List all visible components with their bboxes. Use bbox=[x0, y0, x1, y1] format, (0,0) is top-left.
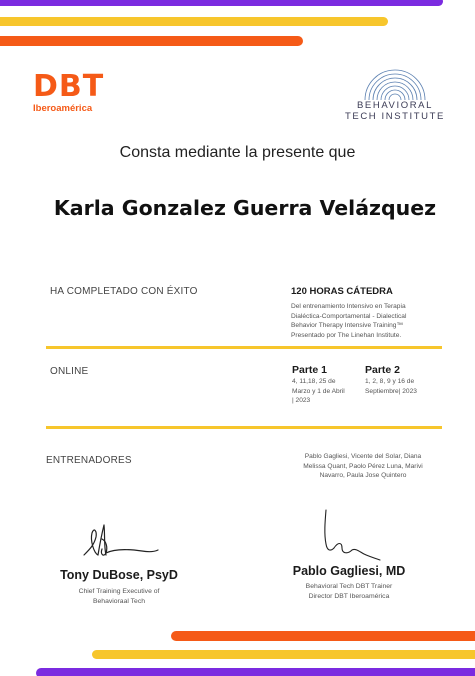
trainers-names-line: Pablo Gagliesi, Vicente del Solar, Diana bbox=[304, 453, 422, 460]
right-signatory-role bbox=[278, 582, 420, 602]
bottom-yellow-stripe bbox=[92, 650, 475, 659]
program-description-line: Del entrenamiento Intensivo en Terapia bbox=[291, 303, 406, 310]
top-orange-stripe bbox=[0, 36, 303, 46]
section-divider bbox=[46, 346, 442, 349]
program-description-line: Behavior Therapy Intensive Training™ bbox=[291, 322, 404, 330]
left-signatory-role-line: Chief Training Executive of bbox=[78, 588, 160, 595]
program-description-line: Presentado por The Linehan Institute. bbox=[291, 331, 402, 339]
signature-pablo-gagliesi bbox=[318, 508, 382, 562]
trainers-names-line: Navarro, Paula Jose Quintero bbox=[319, 472, 407, 480]
part2-title: Parte 2 bbox=[365, 364, 401, 376]
intro-text: Consta mediante la presente que bbox=[119, 144, 356, 161]
left-signatory-role bbox=[40, 587, 198, 607]
dbt-logo-subtitle: Iberoamérica bbox=[33, 103, 93, 114]
top-yellow-stripe bbox=[0, 17, 388, 26]
program-description bbox=[291, 302, 451, 340]
dbt-iberoamerica-logo bbox=[33, 69, 125, 114]
part1-title: Parte 1 bbox=[292, 364, 328, 376]
part2-dates-line: Septiembre| 2023 bbox=[365, 387, 417, 395]
left-signatory-role-line: Behavioraal Tech bbox=[92, 598, 146, 605]
trainers-label: ENTRENADORES bbox=[46, 455, 132, 466]
part1-dates bbox=[292, 377, 364, 406]
bti-logo-line2: TECH INSTITUTE bbox=[345, 111, 445, 122]
right-signatory-role-line: Behavioral Tech DBT Trainer bbox=[305, 583, 393, 590]
right-signatory-role-line: Director DBT Iberoamérica bbox=[308, 593, 390, 600]
top-purple-stripe bbox=[0, 0, 443, 6]
part2-dates bbox=[365, 377, 445, 396]
recipient-name: Karla Gonzalez Guerra Velázquez bbox=[53, 196, 437, 220]
behavioral-tech-logo bbox=[340, 64, 450, 122]
bottom-orange-stripe bbox=[171, 631, 475, 641]
part1-dates-line: 4, 11,18, 25 de bbox=[292, 378, 336, 385]
part1-dates-line: | 2023 bbox=[292, 397, 311, 405]
section-divider bbox=[46, 426, 442, 429]
trainers-names bbox=[290, 452, 436, 481]
left-signatory-name: Tony DuBose, PsyD bbox=[60, 568, 178, 582]
bottom-purple-stripe bbox=[36, 668, 475, 676]
part1-dates-line: Marzo y 1 de Abril bbox=[292, 387, 345, 395]
hours-title: 120 HORAS CÁTEDRA bbox=[291, 286, 393, 297]
arcs-emblem-icon bbox=[355, 64, 435, 100]
trainers-names-line: Melissa Quant, Paolo Pérez Luna, Marivi bbox=[303, 462, 423, 470]
dbt-logo-mark: DBT bbox=[33, 69, 105, 104]
modality-label: ONLINE bbox=[50, 366, 89, 377]
signature-tony-dubose bbox=[80, 519, 160, 561]
right-signatory-name: Pablo Gagliesi, MD bbox=[292, 564, 406, 578]
bti-logo-line1: BEHAVIORAL bbox=[356, 100, 433, 111]
program-description-line: Dialéctica-Comportamental - Dialectical bbox=[291, 312, 407, 320]
part2-dates-line: 1, 2, 8, 9 y 16 de bbox=[365, 378, 415, 385]
completion-label: HA COMPLETADO CON ÉXITO bbox=[50, 286, 198, 297]
